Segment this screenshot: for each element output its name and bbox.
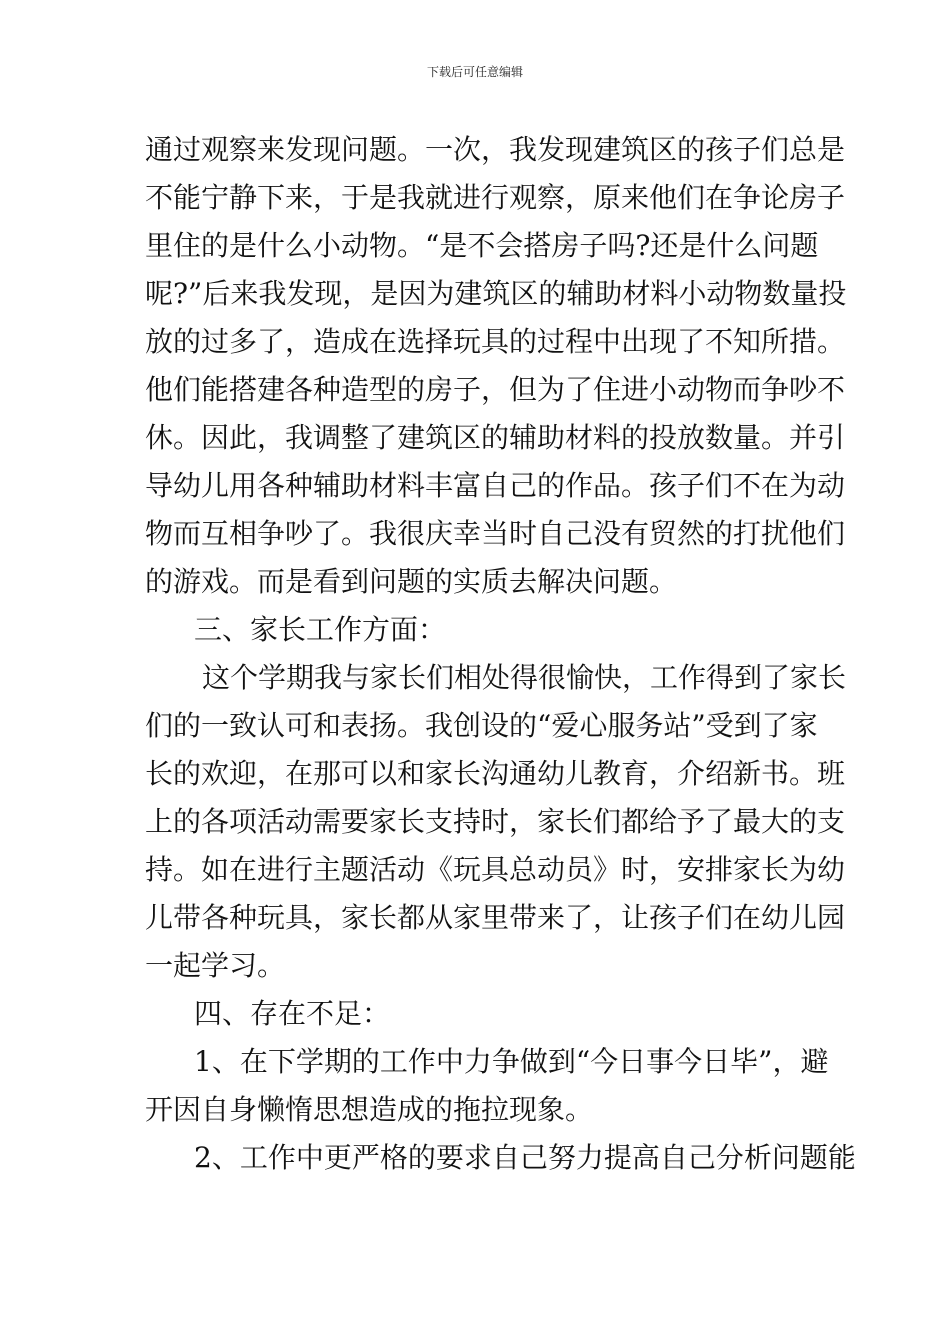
text-line: 2、工作中更严格的要求自己努力提高自己分析问题能 xyxy=(194,1141,856,1174)
section-heading: 三、家长工作方面： xyxy=(194,613,447,646)
text-line: 休。因此，我调整了建筑区的辅助材料的投放数量。并引 xyxy=(145,421,846,454)
text-line: 通过观察来发现问题。一次，我发现建筑区的孩子们总是 xyxy=(145,133,846,166)
text-line: 里住的是什么小动物。“是不会搭房子吗?还是什么问题 xyxy=(145,229,819,262)
text-line: 一起学习。 xyxy=(145,949,286,982)
text-line: 他们能搭建各种造型的房子，但为了住进小动物而争吵不 xyxy=(145,373,846,406)
text-line: 上的各项活动需要家长支持时，家长们都给予了最大的支 xyxy=(145,805,846,838)
text-line: 儿带各种玩具，家长都从家里带来了，让孩子们在幼儿园 xyxy=(145,901,846,934)
text-line: 导幼儿用各种辅助材料丰富自己的作品。孩子们不在为动 xyxy=(145,469,846,502)
text-line: 长的欢迎，在那可以和家长沟通幼儿教育，介绍新书。班 xyxy=(145,757,846,790)
text-line: 开因自身懒惰思想造成的拖拉现象。 xyxy=(145,1093,594,1126)
text-line: 呢?”后来我发现，是因为建筑区的辅助材料小动物数量投 xyxy=(145,277,847,310)
text-line: 不能宁静下来，于是我就进行观察，原来他们在争论房子 xyxy=(145,181,846,214)
text-line: 放的过多了，造成在选择玩具的过程中出现了不知所措。 xyxy=(145,325,846,358)
text-line: 的游戏。而是看到问题的实质去解决问题。 xyxy=(145,565,678,598)
text-line: 这个学期我与家长们相处得很愉快，工作得到了家长 xyxy=(202,661,847,694)
page-header: 下载后可任意编辑 xyxy=(426,65,523,79)
section-heading: 四、存在不足： xyxy=(194,997,391,1030)
text-line: 1、在下学期的工作中力争做到“今日事今日毕”，避 xyxy=(194,1045,829,1078)
text-line: 物而互相争吵了。我很庆幸当时自己没有贸然的打扰他们 xyxy=(145,517,846,550)
text-line: 持。如在进行主题活动《玩具总动员》时，安排家长为幼 xyxy=(145,853,846,886)
text-line: 们的一致认可和表扬。我创设的“爱心服务站”受到了家 xyxy=(145,709,818,742)
